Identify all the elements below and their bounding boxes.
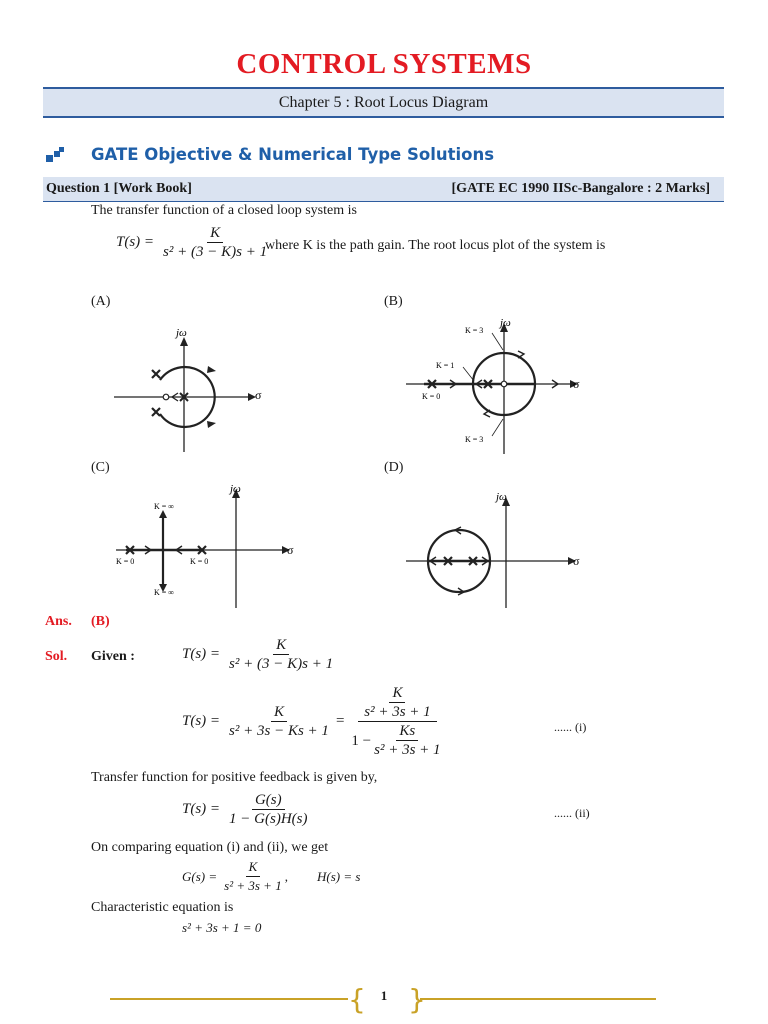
eq2-bot-fraction bbox=[371, 722, 443, 759]
section-bullet-icon bbox=[46, 147, 64, 163]
characteristic-text: Characteristic equation is bbox=[91, 900, 234, 915]
given-label: Given : bbox=[91, 649, 135, 664]
eq1-fraction bbox=[226, 636, 336, 673]
sigma-axis-label: σ bbox=[287, 543, 294, 557]
eq2-equals: = bbox=[335, 713, 345, 729]
root-locus-plot-a bbox=[108, 322, 268, 457]
compare-text: On comparing equation (i) and (ii), we get bbox=[91, 840, 329, 855]
g-comma: , bbox=[284, 868, 288, 884]
question-label: Question 1 [Work Book] bbox=[46, 181, 192, 196]
footer-line-left bbox=[110, 998, 348, 1000]
k-label-mid: K = 1 bbox=[436, 361, 455, 370]
eq2-compound-den bbox=[348, 722, 446, 759]
document-title: CONTROL SYSTEMS bbox=[236, 48, 532, 80]
eq2-top-fraction bbox=[361, 684, 433, 721]
chapter-title: Chapter 5 : Root Locus Diagram bbox=[278, 94, 489, 111]
root-locus-plot-d bbox=[402, 486, 592, 610]
eq3-lhs: T(s) = bbox=[182, 801, 221, 817]
k-label-zero-right: K = 0 bbox=[190, 557, 209, 566]
eq1-denominator: s² + (3 − K)s + 1 bbox=[229, 656, 334, 672]
k-label-zero: K = 0 bbox=[422, 392, 441, 401]
jw-axis-label: jω bbox=[176, 327, 187, 339]
g-fraction bbox=[221, 858, 285, 895]
eq3-fraction bbox=[226, 791, 310, 828]
sigma-axis-label: σ bbox=[255, 388, 262, 402]
eq2-bot-pre: 1 − bbox=[351, 732, 372, 749]
equation-i-tag: ...... (i) bbox=[554, 720, 587, 734]
eq2-fraction bbox=[226, 703, 332, 740]
tf-description: where K is the path gain. The root locus plot of the system is bbox=[265, 238, 606, 253]
option-a-label: (A) bbox=[91, 294, 111, 309]
root-locus-plot-c bbox=[112, 478, 302, 610]
sigma-axis-label: σ bbox=[573, 554, 580, 568]
eq3-numerator: G(s) bbox=[252, 791, 285, 810]
positive-feedback-text: Transfer function for positive feedback is given by, bbox=[91, 770, 378, 785]
footer-line-right bbox=[420, 998, 656, 1000]
solution-label: Sol. bbox=[45, 649, 68, 664]
k-label-top: K = 3 bbox=[465, 326, 484, 335]
question-bar bbox=[43, 177, 724, 202]
eq2-bot-num: Ks bbox=[396, 722, 418, 741]
root-locus-plot-b bbox=[402, 312, 592, 457]
equation-ii bbox=[182, 791, 311, 828]
eq1-numerator: K bbox=[273, 636, 289, 655]
eq2-lhs: T(s) = bbox=[182, 713, 221, 729]
answer-label: Ans. bbox=[45, 614, 72, 629]
section-heading: GATE Objective & Numerical Type Solutions bbox=[91, 145, 495, 164]
eq3-denominator: 1 − G(s)H(s) bbox=[229, 811, 308, 827]
tf-lhs: T(s) = bbox=[116, 234, 155, 250]
option-c-label: (C) bbox=[91, 460, 110, 475]
chapter-bar bbox=[43, 87, 724, 118]
eq1-lhs: T(s) = bbox=[182, 646, 221, 662]
question-source: [GATE EC 1990 IISc-Bangalore : 2 Marks] bbox=[451, 181, 710, 196]
eq2-compound-fraction bbox=[348, 684, 446, 759]
k-label-zero-left: K = 0 bbox=[116, 557, 135, 566]
eq2-compound-num bbox=[358, 684, 436, 722]
tf-fraction bbox=[160, 224, 270, 261]
option-d-label: (D) bbox=[384, 460, 404, 475]
option-b-label: (B) bbox=[384, 294, 403, 309]
k-label-inf-top: K = ∞ bbox=[154, 502, 174, 511]
eq2-denominator: s² + 3s − Ks + 1 bbox=[229, 723, 329, 739]
k-label-bottom: K = 3 bbox=[465, 435, 484, 444]
given-equation bbox=[182, 636, 336, 673]
transfer-function bbox=[116, 224, 270, 261]
eq2-top-den: s² + 3s + 1 bbox=[364, 704, 431, 720]
footer-brace-left: { bbox=[348, 983, 366, 1016]
page-number: 1 bbox=[380, 988, 388, 1003]
question-intro: The transfer function of a closed loop system is bbox=[91, 203, 357, 218]
answer-value: (B) bbox=[91, 614, 110, 629]
jw-axis-label: jω bbox=[230, 483, 241, 495]
equation-i bbox=[182, 684, 447, 759]
eq2-numerator: K bbox=[271, 703, 287, 722]
equation-ii-tag: ...... (ii) bbox=[554, 806, 590, 820]
g-numerator: K bbox=[246, 858, 261, 877]
eq2-top-num: K bbox=[389, 684, 405, 703]
sigma-axis-label: σ bbox=[573, 377, 580, 391]
g-denominator: s² + 3s + 1 bbox=[224, 878, 282, 893]
g-equation bbox=[182, 858, 288, 895]
tf-denominator: s² + (3 − K)s + 1 bbox=[163, 244, 268, 260]
footer-brace-right: } bbox=[408, 983, 426, 1016]
jw-axis-label: jω bbox=[496, 491, 507, 503]
eq2-bot-den: s² + 3s + 1 bbox=[374, 742, 441, 758]
g-lhs: G(s) = bbox=[182, 868, 218, 884]
tf-numerator: K bbox=[207, 224, 223, 243]
h-equation: H(s) = s bbox=[317, 869, 361, 884]
characteristic-equation: s² + 3s + 1 = 0 bbox=[182, 920, 262, 935]
k-label-inf-bottom: K = ∞ bbox=[154, 588, 174, 597]
jw-axis-label: jω bbox=[500, 317, 511, 329]
